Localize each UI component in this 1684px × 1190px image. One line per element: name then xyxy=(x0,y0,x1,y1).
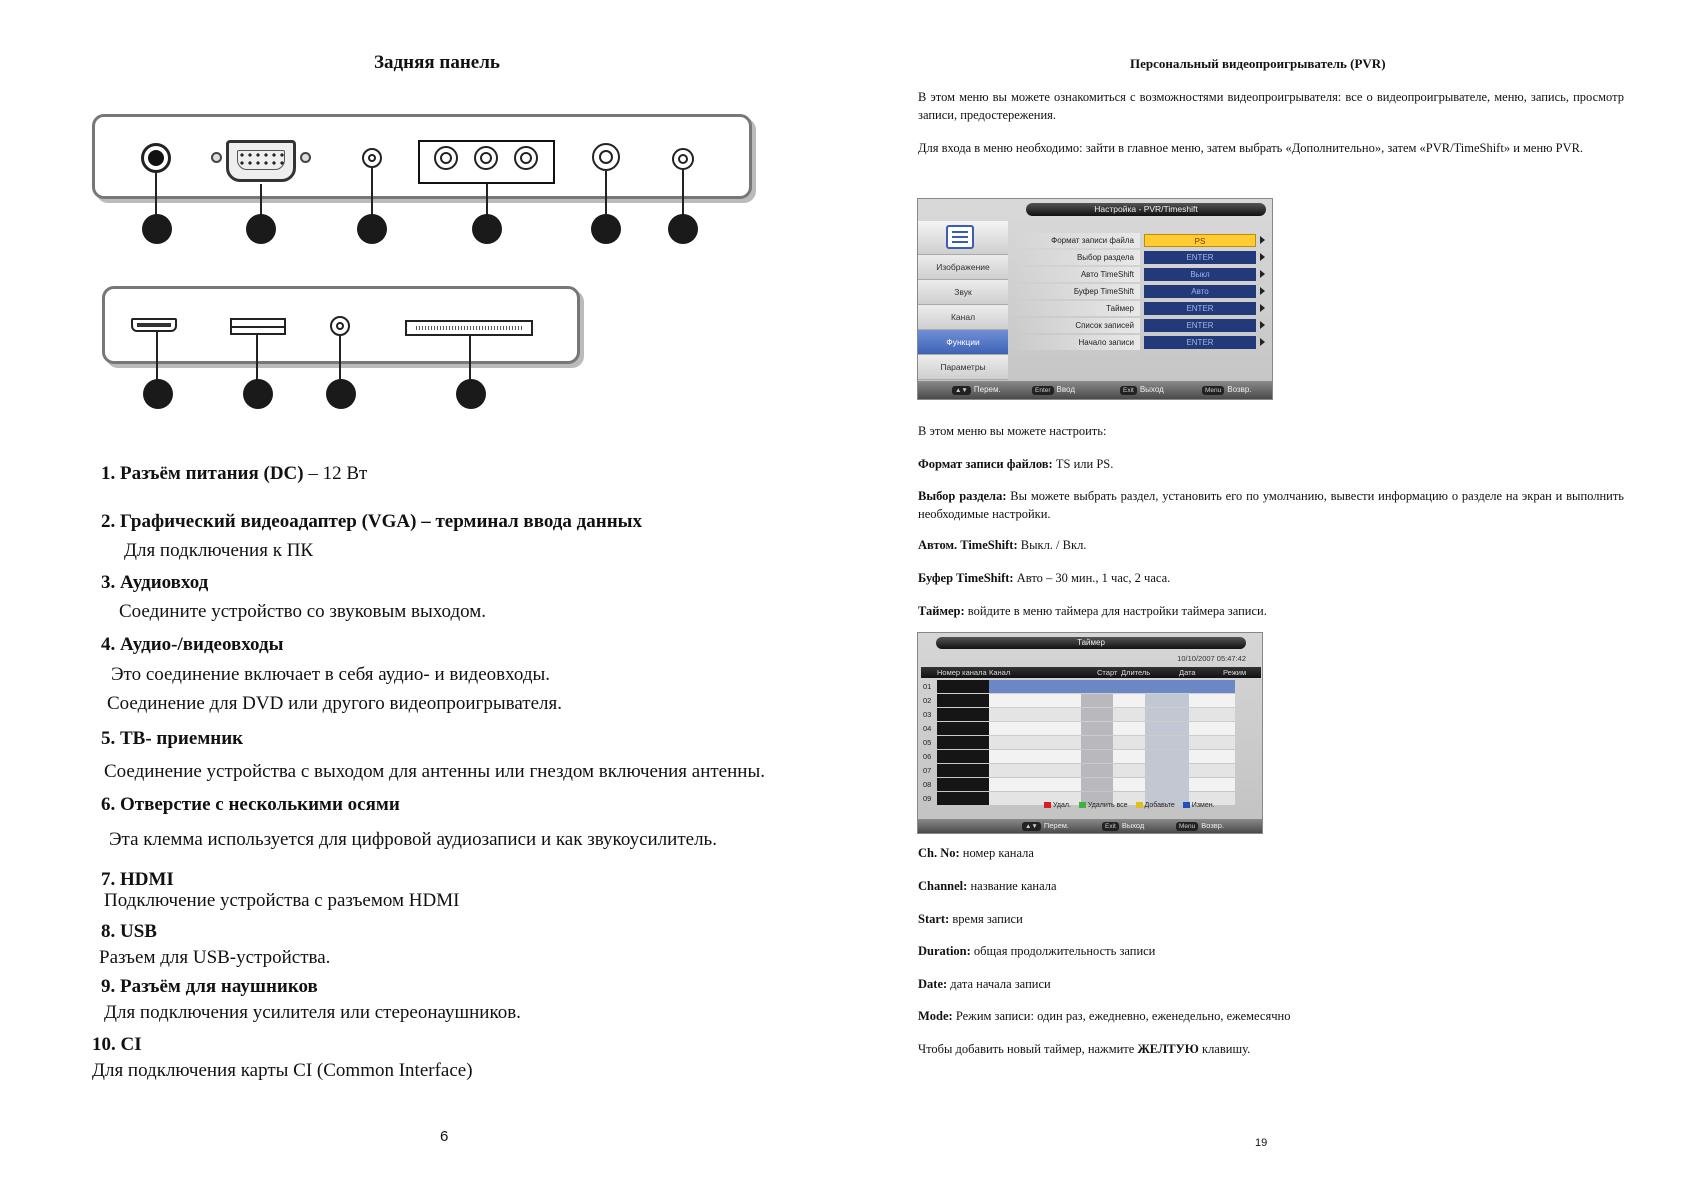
field-line: Channel: название канала xyxy=(918,879,1057,893)
item-heading: 4. Аудио-/видеовходы xyxy=(101,634,284,655)
table-row[interactable]: 07 xyxy=(921,764,1261,777)
field-line: Date: дата начала записи xyxy=(918,977,1051,991)
item-description: Для подключения усилителя или стереонаушников. xyxy=(104,1002,521,1023)
leader-line xyxy=(469,336,471,382)
table-row[interactable]: 04 xyxy=(921,722,1261,735)
leader-line xyxy=(682,170,684,219)
headphone-jack xyxy=(330,316,350,336)
item-heading: 8. USB xyxy=(101,921,157,942)
item-description: Это соединение включает в себя аудио- и видеовходы. xyxy=(111,664,551,685)
leader-line xyxy=(155,173,157,219)
arrow-right-icon xyxy=(1260,338,1265,346)
timer-screenshot xyxy=(917,632,1263,834)
item-heading: 9. Разъём для наушников xyxy=(101,976,318,997)
callout-6 xyxy=(668,214,698,244)
item-heading: 1. Разъём питания (DC) – 12 Вт xyxy=(101,463,368,484)
pvr-row-auto-timeshift[interactable]: Авто TimeShift Выкл xyxy=(1012,267,1273,282)
av-input-jack xyxy=(434,146,458,170)
timer-table xyxy=(921,680,1261,803)
timer-footer-hints: ▲▼ Перем. Exit Выход Menu Возвр. xyxy=(918,819,1262,833)
ci-slot xyxy=(405,320,533,336)
setting-line: Таймер: войдите в меню таймера для настройки таймера записи. xyxy=(918,604,1267,618)
intro-paragraph: Для входа в меню необходимо: зайти в главное меню, затем выбрать «Дополнительно», затем «PVR/TimeShift» и меню PVR. xyxy=(918,141,1584,155)
left-page-title: Задняя панель xyxy=(374,52,500,73)
item-heading: 5. ТВ- приемник xyxy=(101,728,244,749)
leader-line xyxy=(371,168,373,219)
callout-8 xyxy=(243,379,273,409)
field-line: Ch. No: номер канала xyxy=(918,846,1034,860)
item-heading: 7. HDMI xyxy=(101,869,174,890)
settings-checklist-icon xyxy=(918,221,1008,255)
arrow-right-icon xyxy=(1260,236,1265,244)
field-line: Duration: общая продолжительность записи xyxy=(918,944,1156,958)
leader-line xyxy=(605,171,607,219)
leader-line xyxy=(256,335,258,382)
callout-1 xyxy=(142,214,172,244)
pvr-settings-list xyxy=(1012,233,1268,383)
audio-in-jack xyxy=(362,148,382,168)
item-description: Эта клемма используется для цифровой аудиозаписи и как звукоусилитель. xyxy=(109,829,717,850)
settings-intro: В этом меню вы можете настроить: xyxy=(918,424,1107,438)
item-heading: 6. Отверстие с несколькими осями xyxy=(101,794,400,815)
table-row[interactable]: 09 xyxy=(921,792,1261,805)
pvr-row-timeshift-buffer[interactable]: Буфер TimeShift Авто xyxy=(1012,284,1273,299)
pvr-row-timer[interactable]: Таймер ENTER xyxy=(1012,301,1273,316)
dc-power-jack xyxy=(141,143,171,173)
table-row[interactable]: 08 xyxy=(921,778,1261,791)
table-row[interactable]: 06 xyxy=(921,750,1261,763)
intro-paragraph: В этом меню вы можете ознакомиться с возможностями видеопроигрывателя: все о видеопроигрывателе, меню, запись, просмотр записи, предостережения. xyxy=(918,90,1624,122)
av-input-jack xyxy=(474,146,498,170)
callout-2 xyxy=(246,214,276,244)
red-key-icon xyxy=(1044,802,1051,808)
pvr-menu-title: Настройка - PVR/Timeshift xyxy=(1026,203,1266,216)
timer-column-headers: Номер канала Канал Старт Длитель Дата Режим xyxy=(921,667,1261,678)
pvr-tab-channel[interactable]: Канал xyxy=(918,305,1008,330)
item-description: Соединение устройства с выходом для антенны или гнездом включения антенны. xyxy=(104,761,765,782)
timer-datetime: 10/10/2007 05:47:42 xyxy=(1177,654,1246,663)
pvr-footer-hints: ▲▼ Перем. Enter Ввод Exit Выход Menu Возвр. xyxy=(918,381,1272,399)
pvr-settings-screenshot xyxy=(917,198,1273,400)
timer-title: Таймер xyxy=(936,637,1246,649)
arrow-right-icon xyxy=(1260,321,1265,329)
arrow-right-icon xyxy=(1260,270,1265,278)
blue-key-icon xyxy=(1183,802,1190,808)
item-description: Подключение устройства с разъемом HDMI xyxy=(104,890,460,911)
vga-connector xyxy=(226,140,296,182)
pvr-row-start-record[interactable]: Начало записи ENTER xyxy=(1012,335,1273,350)
callout-3 xyxy=(357,214,387,244)
item-heading: 2. Графический видеоадаптер (VGA) – терминал ввода данных xyxy=(101,511,642,532)
field-line: Start: время записи xyxy=(918,912,1023,926)
vga-screw-right xyxy=(300,152,311,163)
setting-line: Буфер TimeShift: Авто – 30 мин., 1 час, 2 часа. xyxy=(918,571,1171,585)
table-row[interactable]: 05 xyxy=(921,736,1261,749)
field-line: Mode: Режим записи: один раз, ежедневно, еженедельно, ежемесячно xyxy=(918,1009,1291,1023)
callout-7 xyxy=(143,379,173,409)
pvr-row-record-list[interactable]: Список записей ENTER xyxy=(1012,318,1273,333)
pvr-tab-picture[interactable]: Изображение xyxy=(918,255,1008,280)
pvr-tab-parameters[interactable]: Параметры xyxy=(918,355,1008,380)
leader-line xyxy=(156,332,158,382)
pvr-row-file-format[interactable]: Формат записи файла PS xyxy=(1012,233,1273,248)
page-number-right: 19 xyxy=(1255,1137,1268,1149)
pvr-side-menu xyxy=(918,221,1008,379)
setting-line: Формат записи файлов: TS или PS. xyxy=(918,457,1114,471)
table-row[interactable]: 03 xyxy=(921,708,1261,721)
item-heading: 10. CI xyxy=(92,1034,142,1055)
right-page-title: Персональный видеопроигрыватель (PVR) xyxy=(1130,56,1386,71)
callout-4 xyxy=(472,214,502,244)
table-row[interactable]: 02 xyxy=(921,694,1261,707)
page-number-left: 6 xyxy=(440,1128,449,1145)
hdmi-port xyxy=(131,318,177,332)
pvr-tab-functions[interactable]: Функции xyxy=(918,330,1008,355)
callout-9 xyxy=(326,379,356,409)
tv-tuner-jack xyxy=(592,143,620,171)
usb-port xyxy=(230,318,286,335)
item-description: Соедините устройство со звуковым выходом. xyxy=(119,601,487,622)
pvr-row-partition[interactable]: Выбор раздела ENTER xyxy=(1012,250,1273,265)
coaxial-audio-jack xyxy=(672,148,694,170)
arrow-right-icon xyxy=(1260,287,1265,295)
av-input-jack xyxy=(514,146,538,170)
item-heading: 3. Аудиовход xyxy=(101,572,209,593)
leader-line xyxy=(339,336,341,382)
callout-10 xyxy=(456,379,486,409)
setting-line: Выбор раздела: Вы можете выбрать раздел, установить его по умолчанию, вывести информацию о разделе на экран и выполнить необходимые настройки. xyxy=(918,489,1624,521)
setting-line: Автом. TimeShift: Выкл. / Вкл. xyxy=(918,538,1087,552)
table-row[interactable]: 01 xyxy=(921,680,1261,693)
yellow-key-icon xyxy=(1136,802,1143,808)
callout-5 xyxy=(591,214,621,244)
item-description: Для подключения к ПК xyxy=(124,540,314,561)
item-description: Для подключения карты CI (Common Interface) xyxy=(92,1060,473,1081)
vga-screw-left xyxy=(211,152,222,163)
green-key-icon xyxy=(1079,802,1086,808)
item-description: Разъем для USB-устройства. xyxy=(99,947,331,968)
timer-color-legend: Удал. Удалить все Добавьте Измен. xyxy=(1038,802,1215,809)
arrow-right-icon xyxy=(1260,253,1265,261)
add-timer-note: Чтобы добавить новый таймер, нажмите ЖЕЛТУЮ клавишу. xyxy=(918,1042,1251,1056)
pvr-tab-sound[interactable]: Звук xyxy=(918,280,1008,305)
item-description: Соединение для DVD или другого видеопроигрывателя. xyxy=(107,693,562,714)
arrow-right-icon xyxy=(1260,304,1265,312)
